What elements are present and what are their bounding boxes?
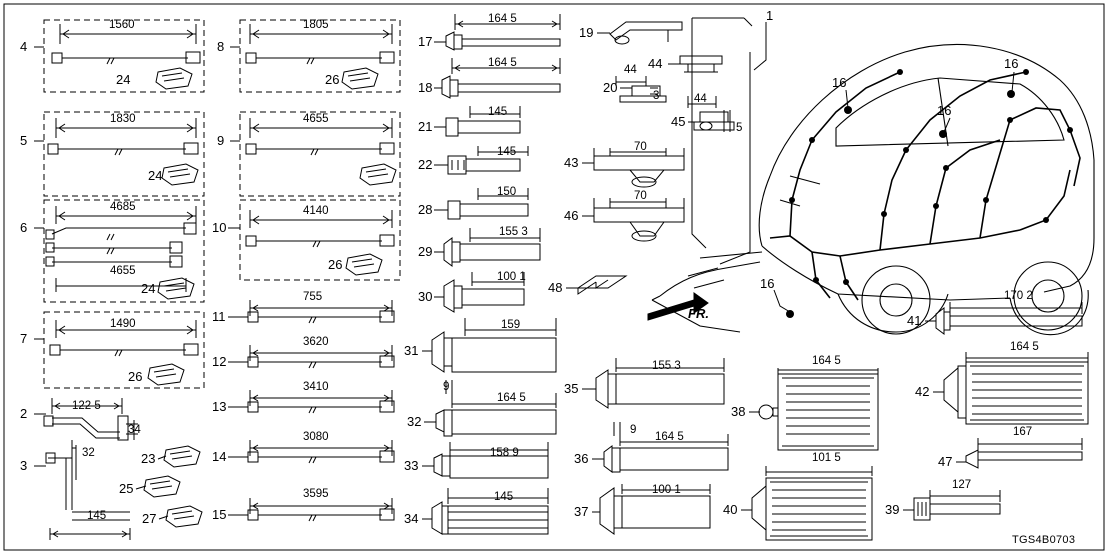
callout: 19 — [579, 25, 594, 40]
callout: 47 — [938, 454, 953, 469]
dimension-label: 170 2 — [1004, 290, 1033, 302]
callout: 26 — [328, 257, 343, 272]
dimension-label: 145 — [497, 146, 517, 158]
callout: 43 — [564, 155, 579, 170]
callout: 1 — [766, 8, 774, 23]
dimension-label: 1490 — [110, 318, 136, 330]
dimension-label: 155 3 — [652, 360, 681, 372]
callout: 29 — [418, 244, 433, 259]
callout: 23 — [141, 451, 156, 466]
dimension-label: 122 5 — [72, 400, 101, 412]
callout: 34 — [404, 511, 419, 526]
callout: 21 — [418, 119, 433, 134]
callout: 35 — [564, 381, 579, 396]
part-code: TGS4B0703 — [1012, 534, 1076, 546]
dimension-label: 3080 — [303, 431, 329, 443]
dimension-label: 1830 — [110, 113, 136, 125]
dimension-label: 150 — [497, 186, 517, 198]
callout: 25 — [119, 481, 134, 496]
dimension-label: 145 — [494, 491, 514, 503]
dimension-label: 164 5 — [655, 431, 684, 443]
dimension-label: 34 — [128, 424, 141, 436]
dimension-label: 164 5 — [812, 355, 841, 367]
callout: 24 — [148, 168, 163, 183]
dimension-label: 1805 — [303, 19, 329, 31]
dimension-label: 100 1 — [497, 271, 526, 283]
callout: 7 — [20, 331, 28, 346]
callout: 8 — [217, 39, 225, 54]
callout: 48 — [548, 280, 563, 295]
callout: 18 — [418, 80, 433, 95]
callout: 38 — [731, 404, 746, 419]
dimension-label: 4655 — [303, 113, 329, 125]
callout: 13 — [212, 399, 227, 414]
callout: 39 — [885, 502, 900, 517]
callout: 16 — [937, 103, 952, 118]
callout: 36 — [574, 451, 589, 466]
callout: 28 — [418, 202, 433, 217]
callout: 16 — [760, 276, 775, 291]
callout: 24 — [116, 72, 131, 87]
callout: 15 — [212, 507, 227, 522]
dimension-label: 70 — [634, 141, 647, 153]
callout: 41 — [907, 313, 922, 328]
callout: 16 — [1004, 56, 1019, 71]
dimension-label: 164 5 — [497, 392, 526, 404]
dimension-label: 1560 — [109, 19, 135, 31]
dimension-label: 3410 — [303, 381, 329, 393]
callout: 30 — [418, 289, 433, 304]
callout: 26 — [325, 72, 340, 87]
callout: 45 — [671, 114, 686, 129]
dimension-label: 4685 — [110, 201, 136, 213]
dimension-label: 155 3 — [499, 226, 528, 238]
callout: 4 — [20, 39, 28, 54]
callout: 32 — [407, 414, 422, 429]
dimension-label: 164 5 — [488, 57, 517, 69]
callout: 24 — [141, 281, 156, 296]
callout: 14 — [212, 449, 227, 464]
dimension-label: 127 — [952, 479, 972, 491]
dimension-label: 158 9 — [490, 447, 519, 459]
callout: 26 — [128, 369, 143, 384]
dimension-label: 9 — [630, 424, 637, 436]
dimension-label: 3595 — [303, 488, 329, 500]
front-direction-label: FR. — [688, 306, 709, 321]
dimension-label: 4140 — [303, 205, 329, 217]
dimension-label: 4655 — [110, 265, 136, 277]
callout: 42 — [915, 384, 930, 399]
callout: 20 — [603, 80, 618, 95]
callout: 2 — [20, 406, 28, 421]
dimension-label: 164 5 — [488, 13, 517, 25]
dimension-label: 159 — [501, 319, 521, 331]
callout: 3 — [20, 458, 28, 473]
dimension-label: 5 — [736, 122, 743, 134]
dimension-label: 145 — [87, 510, 107, 522]
callout: 16 — [832, 75, 847, 90]
callout: 44 — [648, 56, 663, 71]
dimension-label: 145 — [488, 106, 508, 118]
callout: 10 — [212, 220, 227, 235]
callout: 17 — [418, 34, 433, 49]
callout: 11 — [212, 309, 226, 324]
callout: 12 — [212, 354, 227, 369]
dimension-label: 9 — [443, 381, 450, 393]
dimension-label: 3 — [653, 90, 660, 102]
callout: 31 — [404, 343, 419, 358]
callout: 9 — [217, 133, 225, 148]
callout: 46 — [564, 208, 579, 223]
dimension-label: 101 5 — [812, 452, 841, 464]
callout: 22 — [418, 157, 433, 172]
callout: 27 — [142, 511, 157, 526]
dimension-label: 100 1 — [652, 484, 681, 496]
dimension-label: 32 — [82, 447, 95, 459]
dimension-label: 44 — [624, 64, 637, 76]
dimension-label: 164 5 — [1010, 341, 1039, 353]
dimension-label: 3620 — [303, 336, 329, 348]
callout: 33 — [404, 458, 419, 473]
callout: 40 — [723, 502, 738, 517]
callout: 5 — [20, 133, 28, 148]
dimension-label: 167 — [1013, 426, 1033, 438]
callout: 6 — [20, 220, 28, 235]
callout: 37 — [574, 504, 589, 519]
dimension-label: 755 — [303, 291, 323, 303]
dimension-label: 70 — [634, 190, 647, 202]
dimension-label: 44 — [694, 93, 707, 105]
